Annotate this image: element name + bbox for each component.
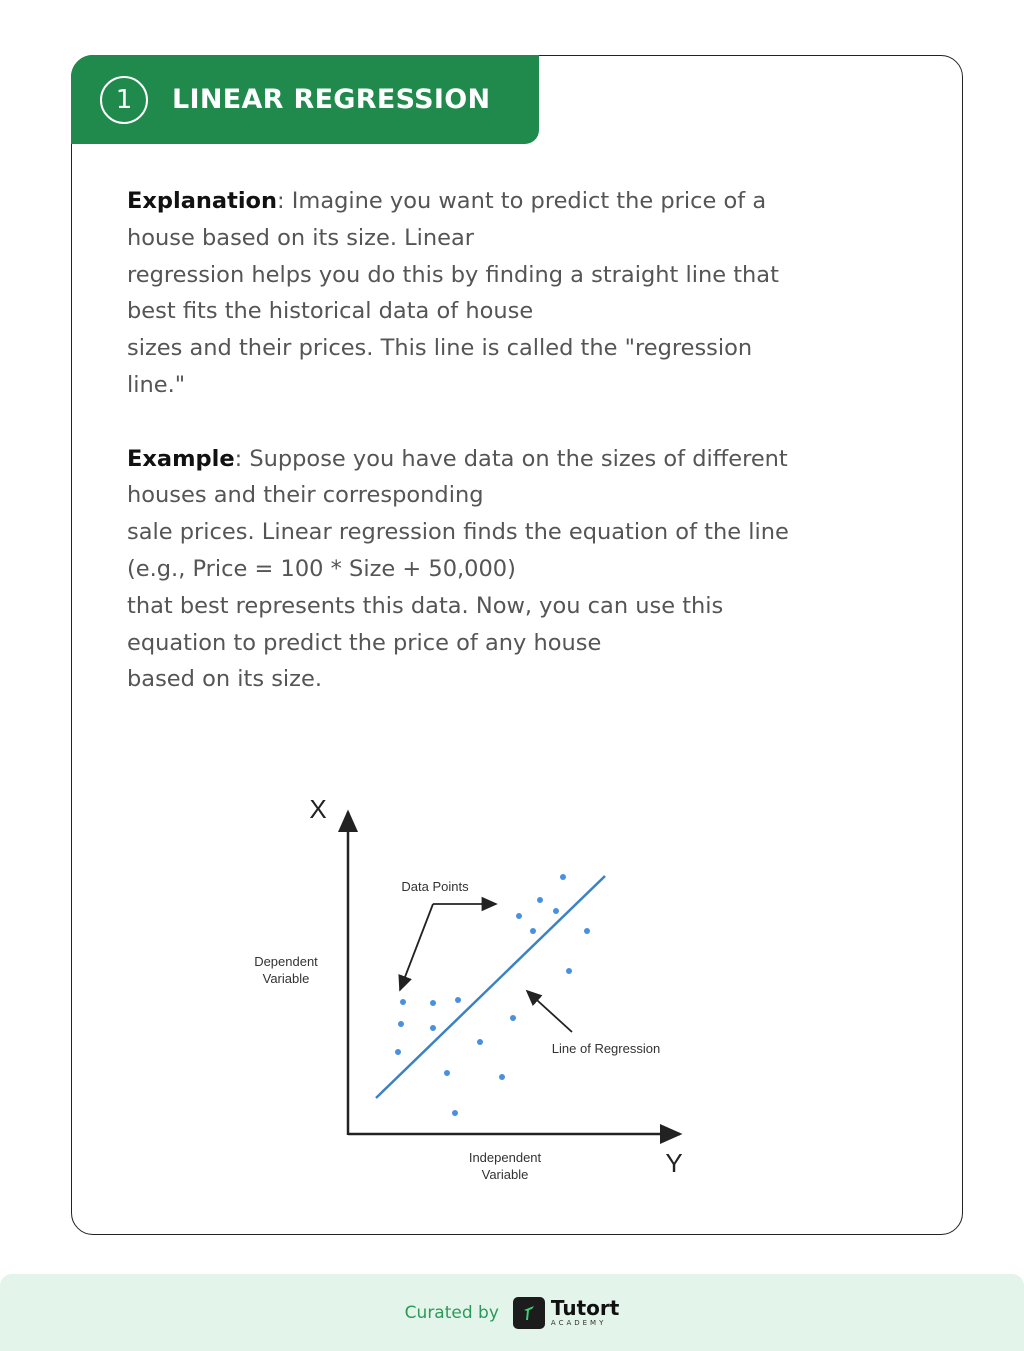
- data-point: [430, 1025, 436, 1031]
- example-line: equation to predict the price of any house: [127, 629, 602, 656]
- section-title: LINEAR REGRESSION: [172, 84, 491, 115]
- brand-name: Tutort: [550, 1296, 620, 1320]
- y-axis-label: Variable: [262, 971, 310, 986]
- example-label: Example: [127, 445, 235, 472]
- data-point: [444, 1070, 450, 1076]
- tutort-logo-icon: [513, 1297, 545, 1329]
- section-header: [71, 55, 539, 144]
- body-text: [127, 183, 917, 698]
- data-point: [530, 928, 536, 934]
- example-line: that best represents this data. Now, you can use this: [127, 592, 724, 619]
- example-line: : Suppose you have data on the sizes of different: [234, 445, 788, 472]
- example-line: sale prices. Linear regression finds the equation of the line: [127, 519, 789, 546]
- data-point: [452, 1110, 458, 1116]
- example-line: houses and their corresponding: [127, 482, 484, 509]
- section-number-badge: 1: [100, 76, 148, 124]
- explanation-paragraph: [127, 183, 917, 404]
- explanation-line: regression helps you do this by finding a straight line that: [127, 261, 779, 288]
- example-line: based on its size.: [127, 666, 322, 693]
- data-point: [430, 1000, 436, 1006]
- data-point: [553, 908, 559, 914]
- data-point: [516, 913, 522, 919]
- data-points-label: Data Points: [401, 879, 469, 894]
- explanation-line: : Imagine you want to predict the price of a: [277, 188, 767, 214]
- curated-by-text: Curated by: [404, 1302, 499, 1323]
- x-axis-label: Variable: [481, 1167, 529, 1182]
- regression-diagram: [230, 785, 700, 1195]
- regression-arrow: [527, 991, 572, 1032]
- x-axis-label: Independent: [468, 1150, 542, 1165]
- explanation-line: line.": [127, 371, 186, 398]
- data-point: [584, 928, 590, 934]
- explanation-line: best fits the historical data of house: [127, 298, 534, 325]
- data-points: [395, 874, 590, 1116]
- data-point: [566, 968, 572, 974]
- data-points-arrow: [400, 904, 433, 990]
- data-point: [560, 874, 566, 880]
- explanation-label: Explanation: [127, 188, 278, 214]
- data-point: [395, 1049, 401, 1055]
- data-point: [510, 1015, 516, 1021]
- regression-line: [376, 876, 605, 1098]
- data-point: [400, 999, 406, 1005]
- x-axis-letter: Y: [665, 1148, 683, 1178]
- example-line: (e.g., Price = 100 * Size + 50,000): [127, 555, 516, 582]
- explanation-line: sizes and their prices. This line is called the "regression: [127, 335, 753, 362]
- data-point: [477, 1039, 483, 1045]
- data-point: [455, 997, 461, 1003]
- y-axis-letter: X: [309, 794, 327, 824]
- example-paragraph: [127, 441, 917, 699]
- y-axis-label: Dependent: [254, 954, 318, 969]
- brand-subtitle: ACADEMY: [550, 1319, 607, 1327]
- data-point: [499, 1074, 505, 1080]
- data-point: [398, 1021, 404, 1027]
- explanation-line: house based on its size. Linear: [127, 224, 475, 251]
- brand-logo: [551, 1298, 619, 1327]
- footer: [0, 1274, 1024, 1351]
- data-point: [537, 897, 543, 903]
- regression-label: Line of Regression: [551, 1041, 661, 1056]
